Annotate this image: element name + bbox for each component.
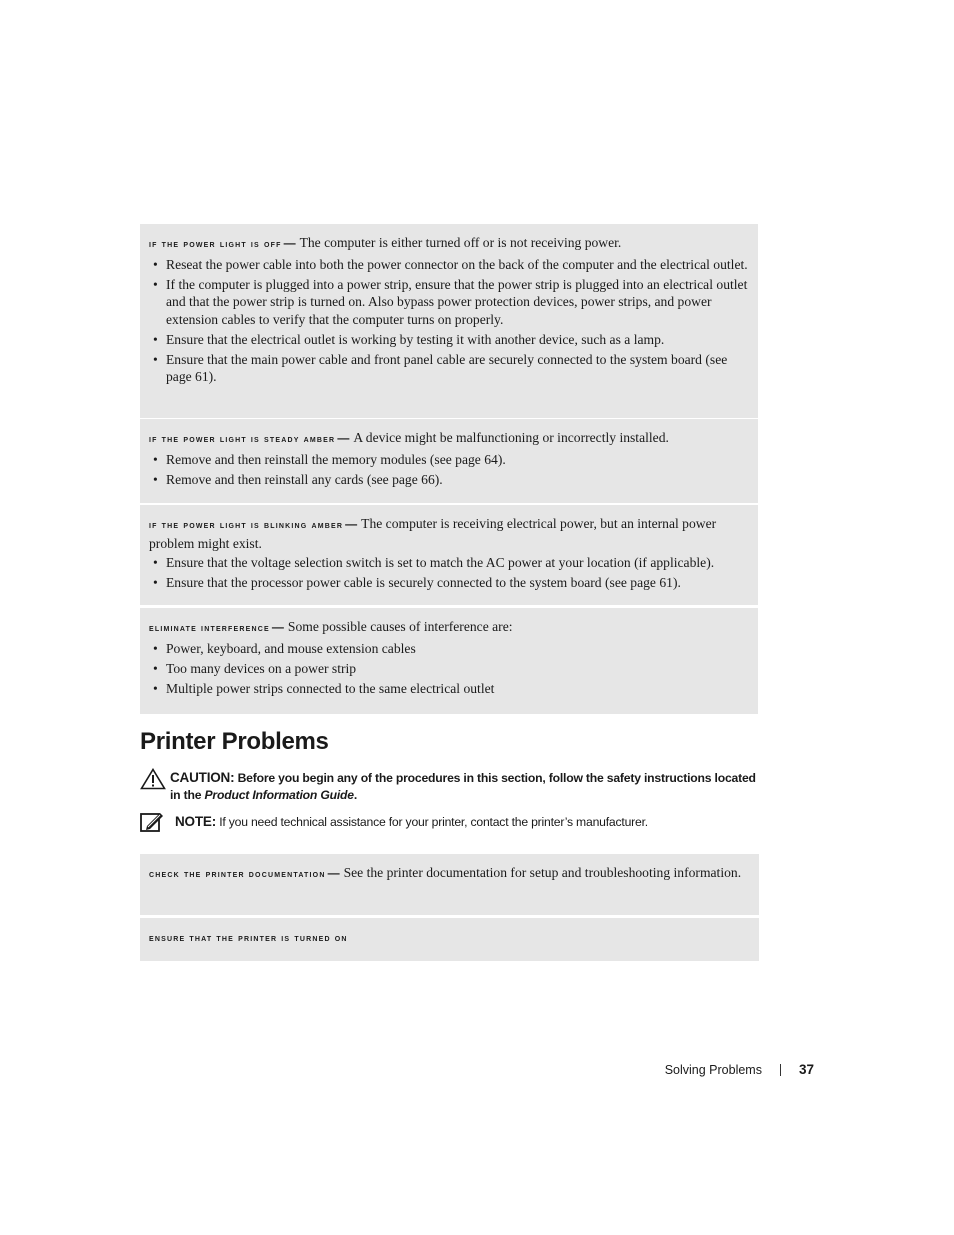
page-footer <box>665 1062 814 1077</box>
footer-section: Solving Problems <box>664 1062 762 1077</box>
troubleshoot-box-printer-on <box>140 918 759 961</box>
page-number: 37 <box>798 1062 814 1077</box>
list-item: • Ensure that the processor power cable is securely connected to the system board (see page 61). <box>149 574 748 592</box>
box-lead <box>149 928 749 948</box>
box-heading: eliminate interference <box>149 623 270 634</box>
caution-notice <box>140 769 760 804</box>
box-lead <box>149 234 748 254</box>
box-heading: check the printer documentation <box>149 869 326 880</box>
caution-label: CAUTION: <box>170 770 235 785</box>
bullet-list <box>149 256 748 386</box>
box-lead <box>149 429 748 449</box>
em-dash: — <box>327 866 340 880</box>
box-heading: if the power light is blinking amber <box>149 520 344 531</box>
box-lead <box>149 618 748 638</box>
box-lead-text: See the printer documentation for setup and troubleshooting information. <box>343 865 742 880</box>
em-dash: — <box>283 236 296 250</box>
troubleshoot-box-steady-amber <box>140 419 758 503</box>
note-label: NOTE: <box>175 814 216 829</box>
list-item: • Power, keyboard, and mouse extension cables <box>149 640 748 658</box>
bullet-list <box>149 554 748 592</box>
caution-end: . <box>353 788 358 802</box>
section-title: Printer Problems <box>140 728 329 755</box>
troubleshoot-box-blinking-amber <box>140 505 758 605</box>
bullet-list <box>149 451 748 489</box>
box-lead-text: A device might be malfunctioning or incorrectly installed. <box>353 430 669 445</box>
list-item: • If the computer is plugged into a power strip, ensure that the power strip is plugged into an electrical outlet and that the power strip is turned on. Also bypass power protection devices, power strips, and power extension cables to verify that the computer turns on properly. <box>149 276 748 329</box>
bullet-list <box>149 640 748 698</box>
troubleshoot-box-power-off <box>140 224 758 418</box>
footer-divider <box>780 1064 781 1076</box>
box-lead-text: Some possible causes of interference are: <box>287 619 513 634</box>
box-heading: if the power light is off <box>149 239 282 250</box>
guide-title: Product Information Guide <box>204 788 354 802</box>
box-lead <box>149 864 749 884</box>
caution-text <box>170 769 760 804</box>
box-heading: ensure that the printer is turned on <box>149 933 348 944</box>
troubleshoot-box-interference <box>140 608 758 714</box>
box-lead-text: The computer is either turned off or is not receiving power. <box>299 235 622 250</box>
list-item: • Ensure that the main power cable and front panel cable are securely connected to the system board (see page 61). <box>149 351 748 386</box>
list-item: • Ensure that the voltage selection switch is set to match the AC power at your location (if applicable). <box>149 554 748 572</box>
em-dash: — <box>337 431 350 445</box>
pencil-note-icon <box>140 812 164 837</box>
troubleshoot-box-printer-docs <box>140 854 759 915</box>
em-dash: — <box>345 517 358 531</box>
note-text <box>175 813 760 831</box>
note-notice <box>140 813 760 831</box>
list-item: • Too many devices on a power strip <box>149 660 748 678</box>
list-item: • Reseat the power cable into both the power connector on the back of the computer and the electrical outlet. <box>149 256 748 274</box>
list-item: • Remove and then reinstall any cards (see page 66). <box>149 471 748 489</box>
box-heading: if the power light is steady amber <box>149 434 336 445</box>
box-lead-text: The computer is receiving electrical power, but an internal power problem might exist. <box>149 516 717 551</box>
box-lead <box>149 515 748 552</box>
caution-body: Before you begin any of the procedures in this section, follow the safety instructions located in the <box>170 771 756 802</box>
em-dash: — <box>271 620 284 634</box>
list-item: • Remove and then reinstall the memory modules (see page 64). <box>149 451 748 469</box>
note-body: If you need technical assistance for your printer, contact the printer’s manufacturer. <box>219 815 648 829</box>
list-item: • Multiple power strips connected to the same electrical outlet <box>149 680 748 698</box>
list-item: • Ensure that the electrical outlet is working by testing it with another device, such as a lamp. <box>149 331 748 349</box>
warning-triangle-icon <box>140 768 166 795</box>
